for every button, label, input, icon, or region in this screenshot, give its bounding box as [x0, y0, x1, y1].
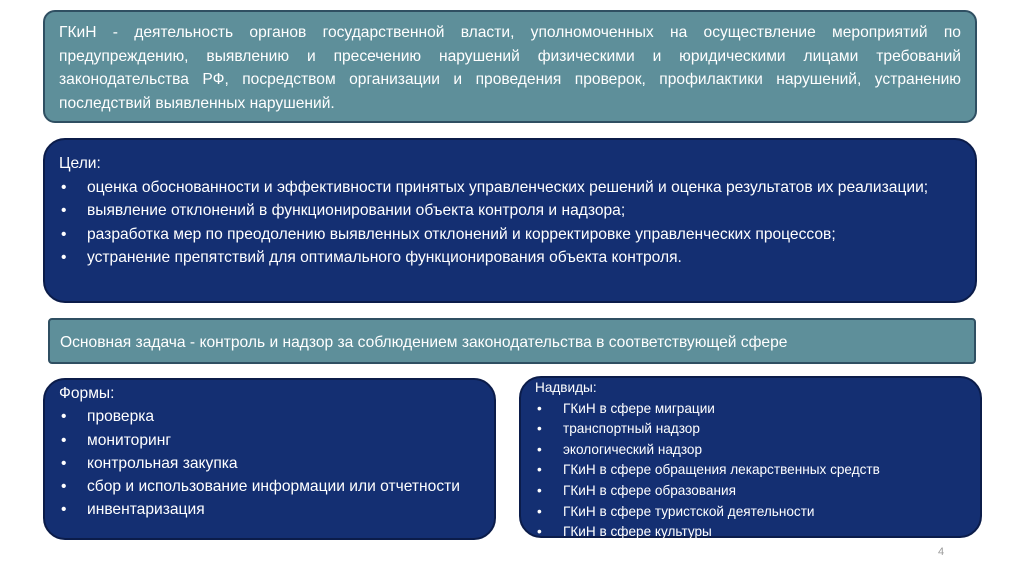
list-item: • оценка обоснованности и эффективности принятых управленческих решений и оценка результатов их реализации; — [59, 176, 959, 200]
subtypes-heading: Надвиды: — [535, 380, 597, 395]
goals-list — [59, 176, 959, 270]
goals-heading: Цели: — [59, 155, 101, 172]
list-item: • разработка мер по преодолению выявленных отклонений и корректировке управленческих процессов; — [59, 223, 959, 247]
list-item: • сбор и использование информации или отчетности — [59, 475, 480, 498]
page-number: 4 — [938, 546, 945, 558]
list-item: • выявление отклонений в функционировании объекта контроля и надзора; — [59, 199, 959, 223]
list-item: • ГКиН в сфере культуры — [535, 522, 966, 543]
definition-text: ГКиН - деятельность органов государственной власти, уполномоченных на осуществление мероприятий по предупреждению, выявлению и пресечению нарушений физическими и юридическими лицами требований законодательства РФ, посредством организации и проведения проверок, профилактики нарушений, устранению последствий выявленных нарушений. — [59, 24, 961, 112]
forms-box — [43, 378, 496, 540]
forms-list — [59, 405, 480, 521]
list-item: • проверка — [59, 405, 480, 428]
list-item: • контрольная закупка — [59, 452, 480, 475]
list-item: • ГКиН в сфере обращения лекарственных средств — [535, 460, 966, 481]
list-item: • экологический надзор — [535, 440, 966, 461]
subtypes-list — [535, 399, 966, 543]
list-item: • ГКиН в сфере образования — [535, 481, 966, 502]
forms-heading: Формы: — [59, 385, 115, 402]
definition-box — [43, 10, 977, 123]
list-item: • инвентаризация — [59, 498, 480, 521]
list-item: • ГКиН в сфере миграции — [535, 399, 966, 420]
main-task-text: Основная задача - контроль и надзор за соблюдением законодательства в соответствующей сфере — [60, 334, 788, 351]
list-item: • ГКиН в сфере туристской деятельности — [535, 502, 966, 523]
list-item: • транспортный надзор — [535, 419, 966, 440]
subtypes-box — [519, 376, 982, 538]
goals-box — [43, 138, 977, 303]
list-item: • мониторинг — [59, 429, 480, 452]
main-task-box — [48, 318, 976, 364]
list-item: • устранение препятствий для оптимального функционирования объекта контроля. — [59, 246, 959, 270]
